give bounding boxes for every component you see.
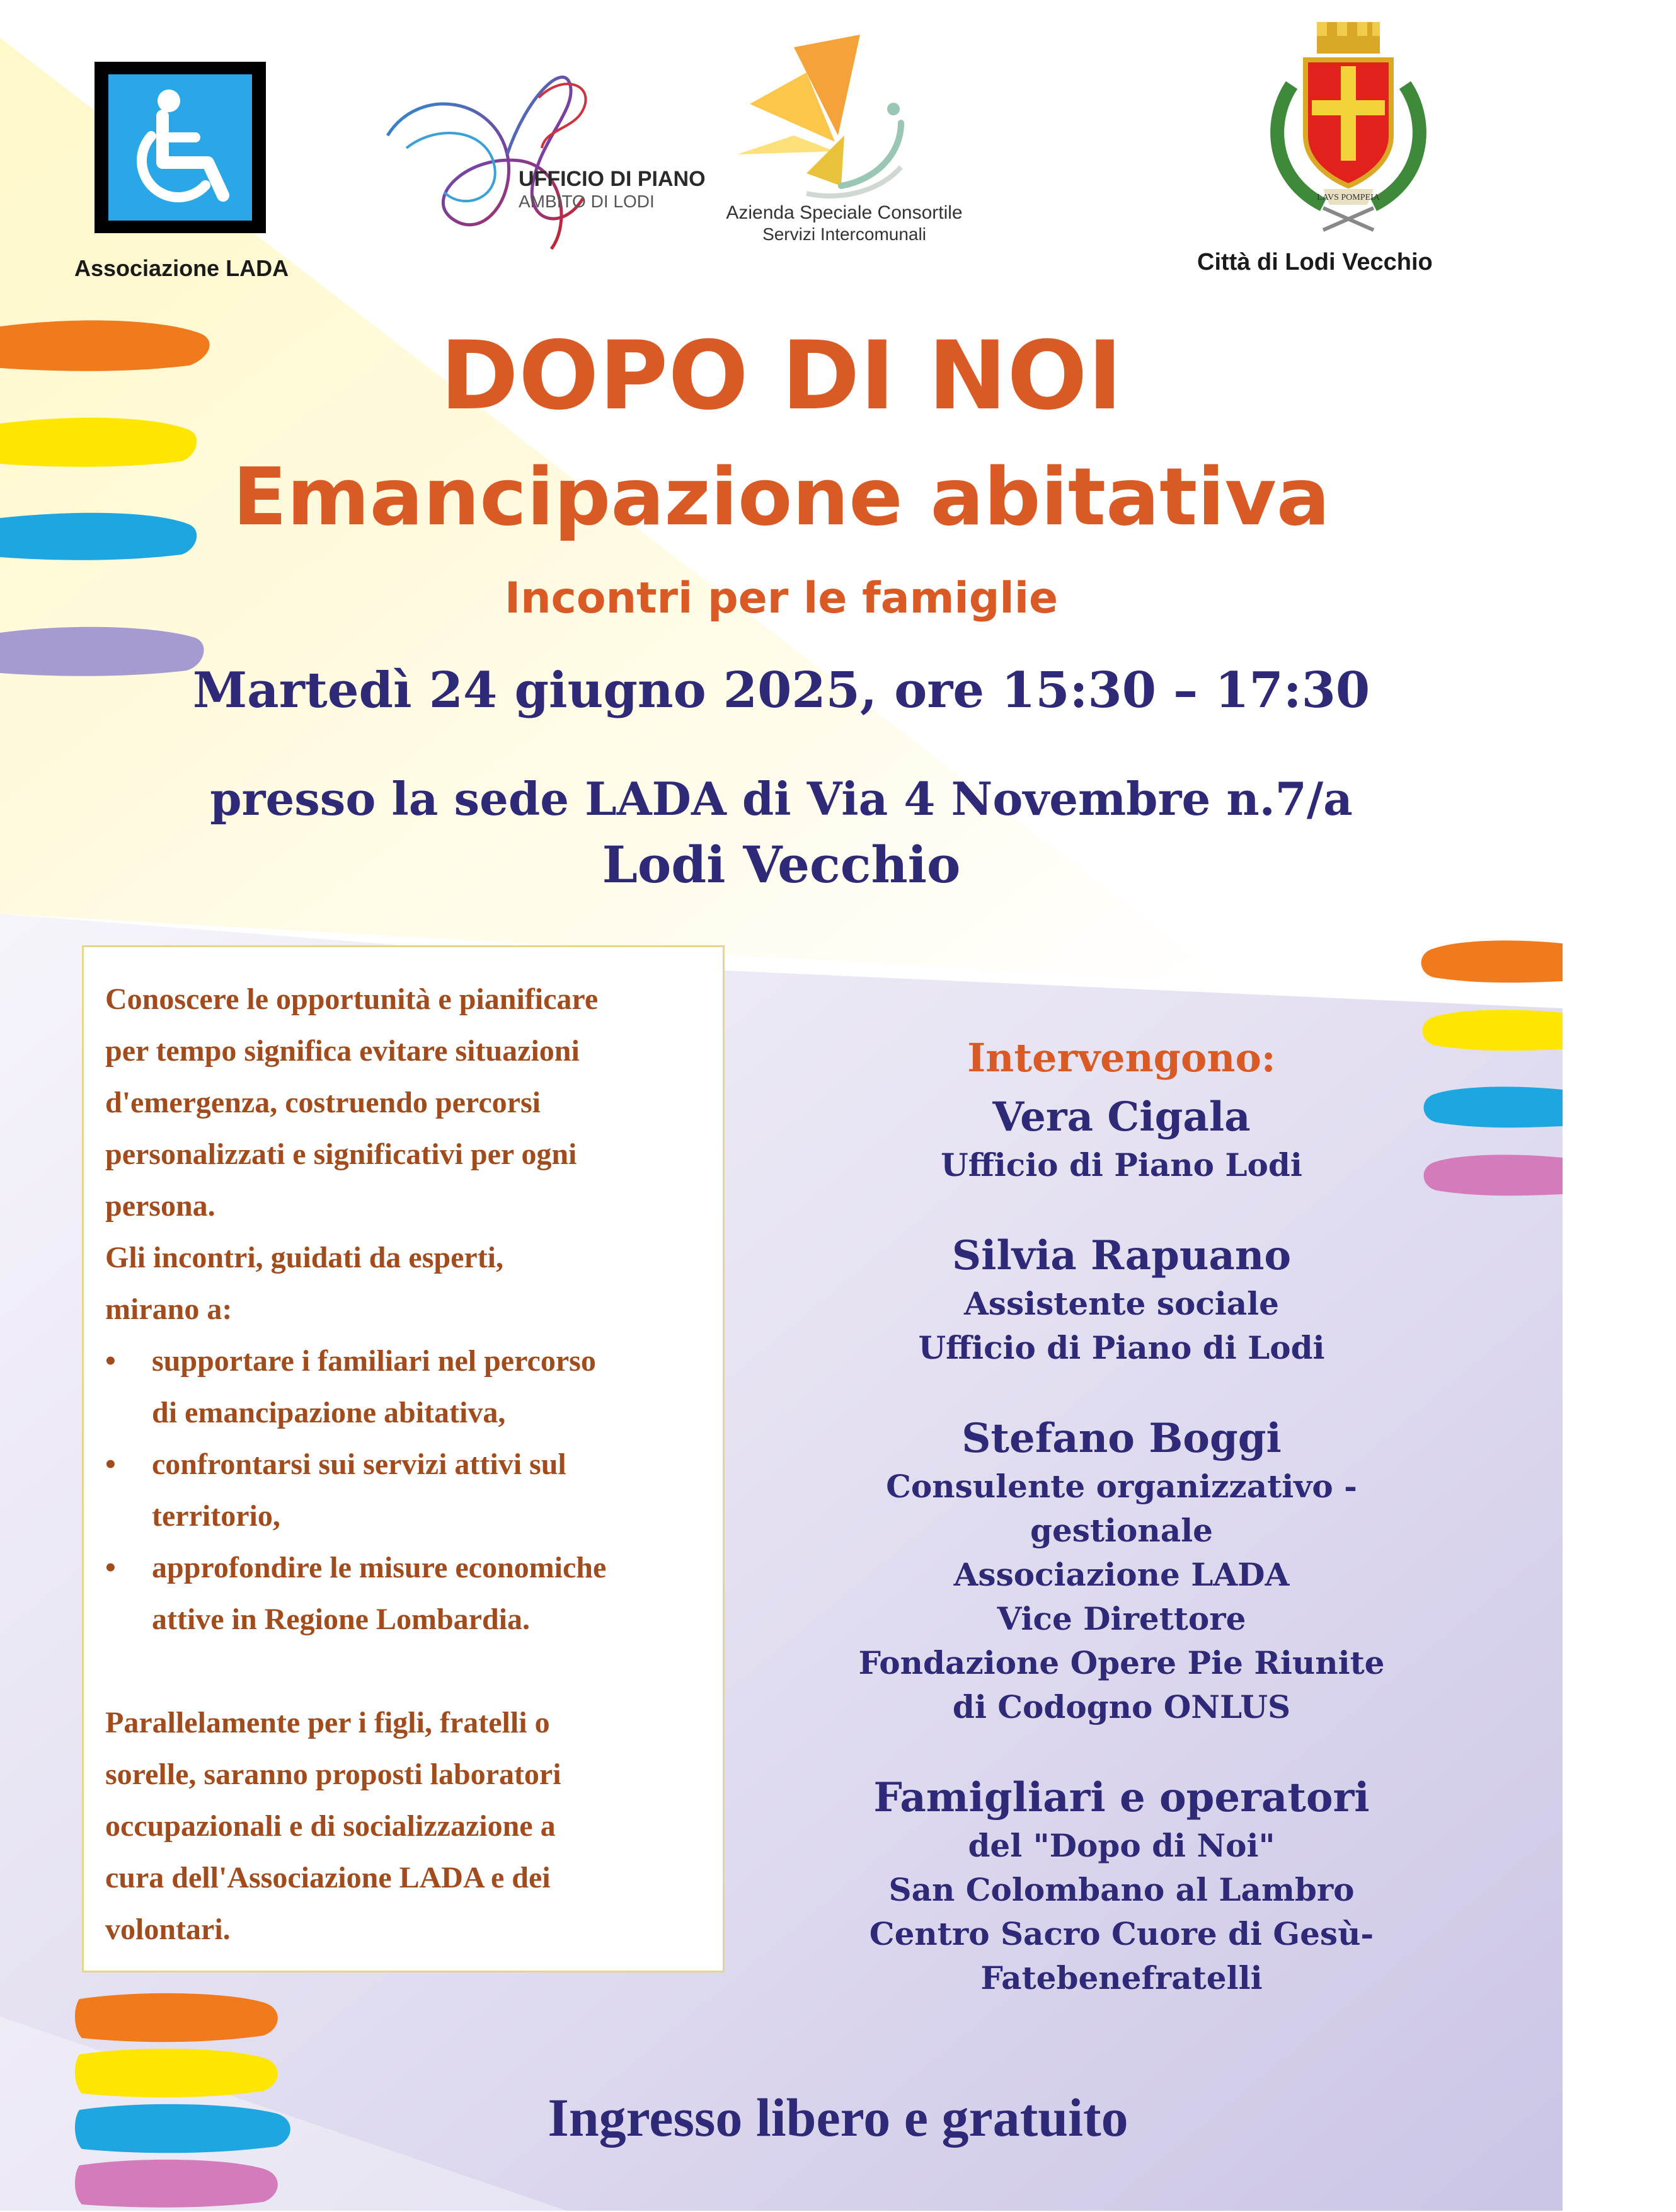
bullet-item	[105, 1542, 723, 1645]
speaker-role: Assistente sociale	[964, 1285, 1279, 1322]
citta-caption: Città di Lodi Vecchio	[1197, 249, 1433, 275]
venue-town: Lodi Vecchio	[602, 835, 961, 894]
bullet-icon: •	[105, 1551, 116, 1584]
udp-name: UFFICIO DI PIANO	[519, 167, 706, 191]
description-line: personalizzati e significativi per ogni	[105, 1138, 577, 1171]
wheelchair-icon	[95, 62, 266, 233]
subtitle: Incontri per le famiglie	[504, 573, 1059, 623]
azienda-fan-icon	[712, 28, 977, 255]
stroke-pink	[75, 2160, 278, 2208]
speaker-role: di Codogno ONLUS	[952, 1688, 1291, 1725]
azienda-line2: Servizi Intercomunali	[762, 224, 926, 244]
speaker-name: Vera Cigala	[992, 1093, 1251, 1141]
azienda-consortile-logo	[712, 28, 977, 255]
stemma-motto: LAVS POMPEIA	[1317, 193, 1380, 202]
bullet-line: attive in Regione Lombardia.	[152, 1603, 530, 1636]
event-date-time: Martedì 24 giugno 2025, ore 15:30 – 17:30	[192, 662, 1370, 719]
bullet-item	[105, 1439, 723, 1542]
description-line: d'emergenza, costruendo percorsi	[105, 1086, 541, 1119]
speaker-block	[725, 1230, 1518, 1370]
bullet-item	[105, 1335, 723, 1439]
speaker-role: Centro Sacro Cuore di Gesù- Fatebenefratelli	[869, 1915, 1374, 1996]
speakers-heading: Intervengono:	[967, 1035, 1276, 1081]
lada-caption: Associazione LADA	[74, 255, 289, 281]
lodi-vecchio-coat-of-arms	[1248, 16, 1449, 236]
stroke-orange	[1421, 940, 1563, 982]
ufficio-di-piano-logo	[381, 60, 706, 262]
speaker-role: Consulente organizzativo -	[886, 1468, 1357, 1505]
closing-line: Parallelamente per i figli, fratelli o	[105, 1706, 550, 1739]
speaker-role: Associazione LADA	[953, 1556, 1290, 1593]
description-line: persona.	[105, 1189, 215, 1223]
title-line-1: DOPO DI NOI	[440, 321, 1123, 431]
coat-of-arms-icon	[1248, 16, 1449, 236]
description-line: per tempo significa evitare situazioni	[105, 1034, 580, 1068]
closing-line: cura dell'Associazione LADA e dei	[105, 1861, 551, 1894]
udp-sub: AMBITO DI LODI	[519, 192, 655, 211]
speakers-section	[725, 1034, 1518, 2000]
free-entry-note: Ingresso libero e gratuito	[548, 2087, 1128, 2148]
closing-line: sorelle, saranno proposti laboratori	[105, 1758, 561, 1791]
speaker-block	[725, 1772, 1518, 2000]
speaker-name: Silvia Rapuano	[951, 1232, 1292, 1279]
description-line: Conoscere le opportunità e pianificare	[105, 982, 599, 1016]
speaker-role: gestionale	[1030, 1512, 1213, 1549]
lada-logo	[95, 62, 266, 233]
speaker-role: Ufficio di Piano di Lodi	[918, 1329, 1325, 1366]
description-line: Gli incontri, guidati da esperti,	[105, 1241, 504, 1274]
closing-line: occupazionali e di socializzazione a	[105, 1809, 556, 1843]
bullet-line: confrontarsi sui servizi attivi sul	[152, 1448, 566, 1481]
speaker-role: San Colombano al Lambro	[888, 1871, 1355, 1908]
description-line: mirano a:	[105, 1293, 232, 1326]
bullet-line: territorio,	[152, 1499, 280, 1533]
title-line-2: Emancipazione abitativa	[232, 451, 1330, 543]
udp-swirl-icon	[381, 60, 706, 262]
speaker-block	[725, 1092, 1518, 1187]
stroke-orange	[75, 1993, 278, 2042]
bullet-icon: •	[105, 1344, 116, 1378]
speaker-name: Stefano Boggi	[961, 1415, 1282, 1462]
speaker-name: Famigliari e operatori	[873, 1774, 1370, 1821]
bullet-line: approfondire le misure economiche	[152, 1551, 607, 1584]
venue-address: presso la sede LADA di Via 4 Novembre n.7/a	[210, 772, 1353, 826]
speaker-role: Ufficio di Piano Lodi	[941, 1146, 1302, 1184]
speaker-role: del "Dopo di Noi"	[968, 1827, 1275, 1864]
closing-line: volontari.	[105, 1913, 231, 1946]
speaker-role: Fondazione Opere Pie Riunite	[858, 1644, 1385, 1681]
speaker-block	[725, 1413, 1518, 1729]
speaker-role: Vice Direttore	[997, 1600, 1246, 1637]
bullet-line: supportare i familiari nel percorso	[152, 1344, 596, 1378]
bullet-line: di emancipazione abitativa,	[152, 1396, 506, 1429]
azienda-line1: Azienda Speciale Consortile	[726, 202, 963, 223]
description-box	[82, 945, 725, 1973]
bullet-icon: •	[105, 1448, 116, 1481]
